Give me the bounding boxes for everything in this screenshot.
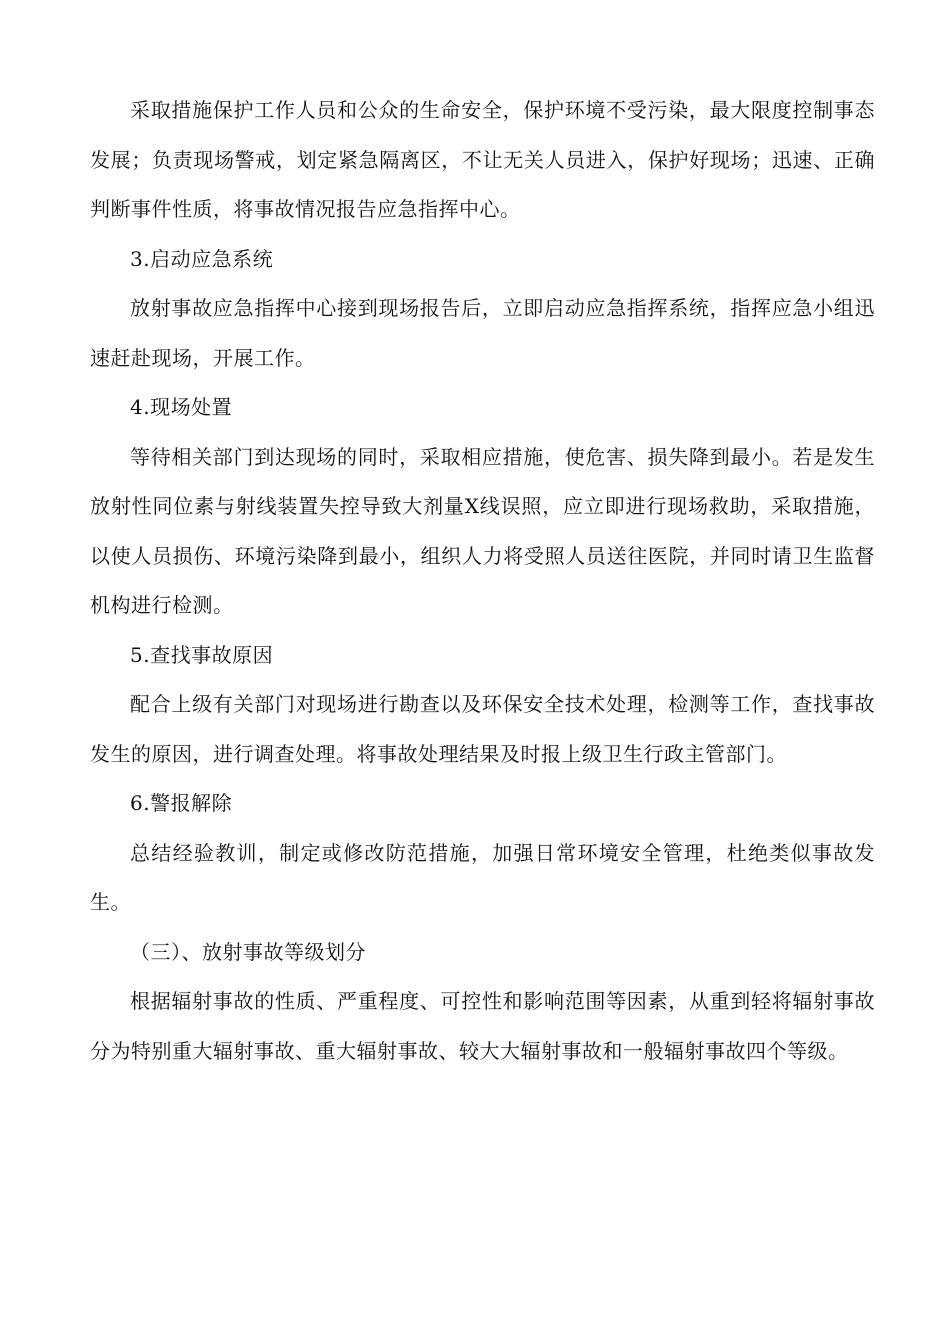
paragraph-alarm-release: 总结经验教训，制定或修改防范措施，加强日常环境安全管理，杜绝类似事故发生。 [90, 840, 875, 914]
paragraph-onsite-handling: 等待相关部门到达现场的同时，采取相应措施，使危害、损失降到最小。若是发生放射性同位素与射线装置失控导致大剂量X线误照，应立即进行现场救助，采取措施，以使人员损伤、环境污染降到最小，组织人力将受照人员送往医院，并同时请卫生监督机构进行检测。 [90, 444, 875, 617]
paragraph-find-accident-cause: 配合上级有关部门对现场进行勘查以及环保安全技术处理，检测等工作，查找事故发生的原因，进行调查处理。将事故处理结果及时报上级卫生行政主管部门。 [90, 692, 875, 766]
heading-alarm-release: 6.警报解除 [130, 791, 233, 815]
heading-start-emergency-system: 3.启动应急系统 [130, 246, 274, 271]
heading-onsite-handling: 4.现场处置 [130, 395, 233, 419]
document-body [90, 86, 875, 1076]
paragraph-emergency-measures: 采取措施保护工作人员和公众的生命安全，保护环境不受污染，最大限度控制事态发展；负责现场警戒，划定紧急隔离区，不让无关人员进入，保护好现场；迅速、正确判断事件性质，将事故情况报告应急指挥中心。 [90, 98, 875, 221]
paragraph-start-emergency-system: 放射事故应急指挥中心接到现场报告后，立即启动应急指挥系统，指挥应急小组迅速赶赴现场，开展工作。 [90, 296, 875, 370]
paragraph-accident-level-classification: 根据辐射事故的性质、严重程度、可控性和影响范围等因素，从重到轻将辐射事故分为特别重大辐射事故、重大辐射事故、较大大辐射事故和一般辐射事故四个等级。 [90, 989, 875, 1063]
heading-find-accident-cause: 5.查找事故原因 [130, 642, 274, 667]
heading-accident-level-classification: （三）、放射事故等级划分 [130, 939, 366, 964]
